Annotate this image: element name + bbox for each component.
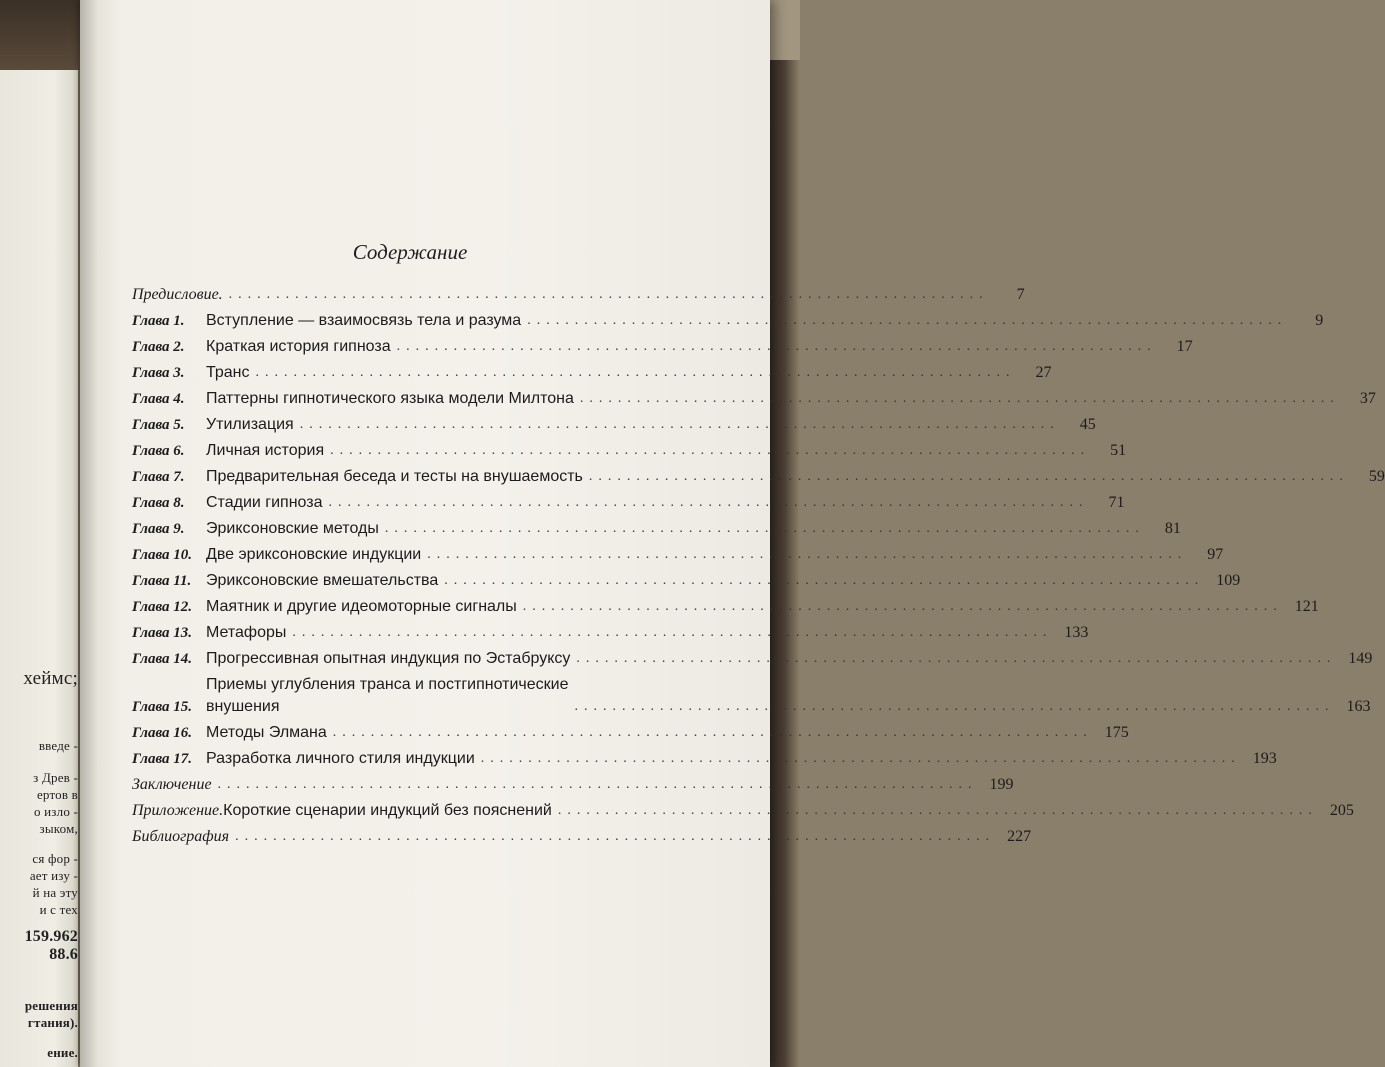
chapter-title: Заключение <box>132 776 212 793</box>
toc-entry <box>132 672 1371 720</box>
page-number: 9 <box>1315 312 1324 329</box>
toc-entry <box>132 620 1089 646</box>
dot-leader: ................................................................................ <box>480 751 1241 766</box>
dot-leader: ................................................................................ <box>579 391 1340 406</box>
chapter-title: Две эриксоновские индукции <box>206 546 422 563</box>
chapter-title: Личная история <box>206 442 325 459</box>
left-fragment: и с тех <box>39 902 78 917</box>
page-number: 227 <box>1007 828 1032 845</box>
left-fragment: ся фор - <box>32 851 78 866</box>
chapter-title: Краткая история гипноза <box>206 338 391 355</box>
toc-entry <box>132 568 1241 594</box>
toc-entry <box>132 720 1129 746</box>
chapter-title: Эриксоновские вмешательства <box>206 572 439 589</box>
chapter-title: Вступление — взаимосвязь тела и разума <box>206 312 522 329</box>
toc-entry <box>132 542 1224 568</box>
dot-leader: ................................................................................ <box>235 829 996 844</box>
toc-entry <box>132 360 1052 386</box>
chapter-label: Глава 9. <box>132 521 185 537</box>
page-number: 121 <box>1294 598 1319 615</box>
toc-entry <box>132 516 1181 542</box>
page-number: 51 <box>1110 442 1127 459</box>
dot-leader: ................................................................................ <box>588 469 1349 484</box>
chapter-label: Глава 2. <box>132 339 185 355</box>
page-number: 175 <box>1104 724 1129 741</box>
page-number: 163 <box>1346 698 1371 715</box>
toc-entry <box>132 464 1385 490</box>
chapter-title-rest: Короткие сценарии индукций без пояснений <box>223 802 552 819</box>
chapter-title: Прогрессивная опытная индукция по Эстабруксу <box>206 650 571 667</box>
chapter-label: Глава 13. <box>132 625 193 641</box>
left-fragment: з Древ - <box>33 770 78 785</box>
page-number: 149 <box>1348 650 1373 667</box>
toc-entry <box>132 386 1376 412</box>
dot-leader: ................................................................................ <box>384 521 1145 536</box>
left-fragment: решения <box>24 998 78 1013</box>
toc-entry <box>132 646 1373 672</box>
dot-leader: ................................................................................ <box>255 365 1016 380</box>
chapter-title: Библиография <box>132 828 230 845</box>
chapter-title: Паттерны гипнотического языка модели Милтона <box>206 390 574 407</box>
dot-leader: ................................................................................ <box>522 599 1283 614</box>
page-number: 17 <box>1176 338 1193 355</box>
chapter-label: Глава 5. <box>132 417 185 433</box>
chapter-title: Разработка личного стиля индукции <box>206 750 475 767</box>
page-fold-shadow <box>80 0 98 1067</box>
dot-leader: ................................................................................ <box>228 287 989 302</box>
chapter-label: Глава 4. <box>132 391 185 407</box>
chapter-label: Глава 8. <box>132 495 185 511</box>
left-fragment: хеймс; <box>23 668 78 689</box>
page-number: 7 <box>1016 286 1025 303</box>
chapter-title <box>206 674 568 718</box>
dot-leader: ................................................................................ <box>299 417 1060 432</box>
toc-entry <box>132 334 1193 360</box>
chapter-label: Глава 17. <box>132 751 193 767</box>
left-fragment: ертов в <box>36 787 78 802</box>
dot-leader: ................................................................................ <box>574 699 1335 714</box>
page-number: 81 <box>1164 520 1181 537</box>
left-fragment: гтания). <box>27 1015 78 1030</box>
chapter-label: Глава 7. <box>132 469 185 485</box>
toc-entry <box>132 308 1324 334</box>
dot-leader: ................................................................................ <box>427 547 1188 562</box>
chapter-title: Маятник и другие идеомоторные сигналы <box>206 598 517 615</box>
toc-title: Содержание <box>352 240 468 264</box>
toc-entry <box>132 772 1014 798</box>
chapter-title: Приложение. <box>132 802 224 819</box>
book-cover-corner <box>0 0 80 70</box>
page-number: 133 <box>1064 624 1089 641</box>
dot-leader: ................................................................................ <box>330 443 1091 458</box>
chapter-label: Глава 6. <box>132 443 185 459</box>
toc-entry <box>132 746 1277 772</box>
dot-leader: ................................................................................ <box>576 651 1337 666</box>
dot-leader: ................................................................................ <box>292 625 1053 640</box>
left-fragment: й на эту <box>32 885 78 900</box>
dot-leader: ................................................................................ <box>328 495 1089 510</box>
page-number: 71 <box>1108 494 1125 511</box>
dot-leader: ................................................................................ <box>527 313 1288 328</box>
chapter-label: Глава 1. <box>132 313 185 329</box>
page-number: 193 <box>1252 750 1277 767</box>
page-number: 109 <box>1216 572 1241 589</box>
chapter-title: Предисловие. <box>132 286 223 303</box>
chapter-title: Утилизация <box>206 416 294 433</box>
chapter-title: Предварительная беседа и тесты на внушаемость <box>206 468 583 485</box>
chapter-label: Глава 3. <box>132 365 185 381</box>
page-number: 205 <box>1329 802 1354 819</box>
dot-leader: ................................................................................ <box>444 573 1205 588</box>
chapter-label: Глава 10. <box>132 547 193 563</box>
toc-entry <box>132 594 1319 620</box>
page-number: 199 <box>989 776 1014 793</box>
chapter-title: Метафоры <box>206 624 287 641</box>
chapter-title-line: внушения <box>206 698 280 715</box>
dot-leader: ................................................................................ <box>396 339 1157 354</box>
chapter-title-line: Приемы углубления транса и постгипнотические <box>206 676 569 693</box>
chapter-label: Глава 16. <box>132 725 193 741</box>
left-fragment: зыком, <box>39 821 78 836</box>
left-fragment: введе - <box>38 738 78 753</box>
chapter-label: Глава 15. <box>132 699 193 715</box>
toc-entry <box>132 798 1354 824</box>
dot-leader: ................................................................................ <box>557 803 1318 818</box>
left-fragment: ает изу - <box>29 868 78 883</box>
page-number: 37 <box>1359 390 1376 407</box>
chapter-label: Глава 14. <box>132 651 193 667</box>
toc-entry <box>132 282 1025 308</box>
toc-entry <box>132 412 1096 438</box>
chapter-label: Глава 11. <box>132 573 192 589</box>
dot-leader: ................................................................................ <box>332 725 1093 740</box>
page-number: 45 <box>1079 416 1096 433</box>
toc-entry <box>132 438 1127 464</box>
table-of-contents <box>132 282 1385 850</box>
page-number: 59 <box>1368 468 1385 485</box>
left-fragment: 159.962 <box>24 928 78 945</box>
page-number: 97 <box>1207 546 1224 563</box>
toc-entry <box>132 490 1125 516</box>
chapter-title: Методы Элмана <box>206 724 327 741</box>
chapter-title: Транс <box>206 364 250 381</box>
chapter-label: Глава 12. <box>132 599 193 615</box>
chapter-title: Эриксоновские методы <box>206 520 379 537</box>
left-fragment: о изло - <box>33 804 78 819</box>
left-page <box>0 0 78 1067</box>
left-fragment: ение. <box>47 1045 78 1060</box>
page-number: 27 <box>1035 364 1052 381</box>
dot-leader: ................................................................................ <box>217 777 978 792</box>
chapter-title: Стадии гипноза <box>206 494 323 511</box>
left-fragment: 88.6 <box>49 946 78 963</box>
toc-entry <box>132 824 1032 850</box>
